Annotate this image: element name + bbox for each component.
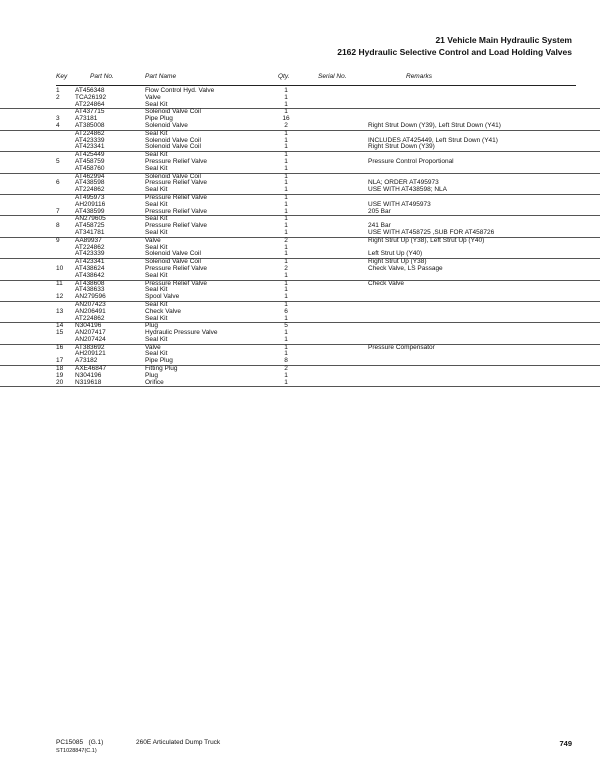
key-cell: 4 — [56, 121, 60, 129]
qty-cell: 1 — [284, 136, 288, 144]
row-group — [0, 302, 600, 323]
col-key: Key — [56, 73, 68, 80]
qty-cell: 1 — [284, 293, 288, 301]
qty-cell: 1 — [284, 207, 288, 215]
part-no-cell: AN207424 — [75, 335, 106, 343]
table-row — [0, 337, 600, 344]
row-group — [0, 216, 600, 237]
footer-revision: (G.1) — [88, 739, 104, 746]
row-group — [0, 174, 600, 195]
part-name-cell: Orifice — [145, 378, 164, 386]
remarks-cell: NLA; ORDER AT495973 — [368, 179, 439, 187]
part-no-cell: TCA26192 — [75, 93, 107, 101]
part-no-cell: AT385008 — [75, 121, 105, 129]
part-no-cell: AN207423 — [75, 300, 106, 308]
part-no-cell: AT423339 — [75, 250, 105, 258]
part-name-cell: Fitting Plug — [145, 365, 178, 373]
part-name-cell: Seal Kit — [145, 335, 168, 343]
table-row — [0, 380, 600, 387]
row-group — [0, 195, 600, 216]
qty-cell: 1 — [284, 143, 288, 151]
key-cell: 14 — [56, 322, 64, 330]
part-name-cell: Solenoid Valve Coil — [145, 143, 201, 151]
part-no-cell: AT438608 — [75, 279, 105, 287]
table-row — [0, 102, 600, 109]
table-row — [0, 294, 600, 301]
qty-cell: 1 — [284, 93, 288, 101]
section-title: 21 Vehicle Main Hydraulic System — [435, 35, 572, 45]
remarks-cell: Pressure Compensator — [368, 343, 435, 351]
part-name-cell: Solenoid Valve Coil — [145, 250, 201, 258]
part-name-cell: Seal Kit — [145, 200, 168, 208]
part-no-cell: AN279605 — [75, 215, 106, 223]
part-no-cell: A73181 — [75, 115, 98, 123]
part-no-cell: N304196 — [75, 371, 102, 379]
row-group — [0, 238, 600, 259]
qty-cell: 1 — [284, 350, 288, 358]
part-no-cell: AT383692 — [75, 343, 105, 351]
part-name-cell: Pressure Relief Valve — [145, 157, 208, 165]
table-row — [0, 230, 600, 237]
footer-doc-code: PC15085 — [56, 739, 84, 746]
remarks-cell: USE WITH AT438598; NLA — [368, 186, 447, 194]
remarks-cell: Check Valve — [368, 279, 405, 287]
key-cell: 12 — [56, 293, 64, 301]
part-no-cell: AT458759 — [75, 157, 105, 165]
header-rule — [56, 85, 576, 86]
remarks-cell: INCLUDES AT425449, Left Strut Down (Y41) — [368, 136, 498, 144]
part-name-cell: Pipe Plug — [145, 357, 173, 365]
part-no-cell: AT224862 — [75, 243, 105, 251]
part-name-cell: Pressure Relief Valve — [145, 222, 208, 230]
qty-cell: 1 — [284, 228, 288, 236]
table-row — [0, 187, 600, 194]
table-row — [0, 209, 600, 216]
part-name-cell: Pressure Relief Valve — [145, 207, 208, 215]
part-no-cell: AN206491 — [75, 307, 106, 315]
row-group — [0, 152, 600, 173]
qty-cell: 1 — [284, 222, 288, 230]
key-cell: 5 — [56, 157, 60, 165]
part-name-cell: Seal Kit — [145, 215, 168, 223]
part-no-cell: AT224864 — [75, 100, 105, 108]
part-name-cell: Valve — [145, 343, 161, 351]
part-no-cell: AT438633 — [75, 286, 105, 294]
part-name-cell: Plug — [145, 322, 159, 330]
qty-cell: 1 — [284, 378, 288, 386]
subsection-title: 2162 Hydraulic Selective Control and Load Holding Valves — [337, 47, 572, 57]
row-group — [0, 345, 600, 366]
qty-cell: 1 — [284, 300, 288, 308]
qty-cell: 1 — [284, 172, 288, 180]
part-no-cell: AT438624 — [75, 264, 105, 272]
key-cell: 16 — [56, 343, 64, 351]
col-qty: Qty. — [278, 73, 290, 80]
row-group — [0, 259, 600, 280]
key-cell: 6 — [56, 179, 60, 187]
part-name-cell: Seal Kit — [145, 100, 168, 108]
part-name-cell: Solenoid Valve Coil — [145, 136, 201, 144]
col-remarks: Remarks — [406, 73, 433, 80]
part-no-cell: AH209116 — [75, 200, 106, 208]
remarks-cell: 205 Bar — [368, 207, 391, 215]
part-name-cell: Pressure Relief Valve — [145, 264, 208, 272]
qty-cell: 1 — [284, 129, 288, 137]
part-no-cell: N319618 — [75, 378, 102, 386]
part-name-cell: Seal Kit — [145, 314, 168, 322]
qty-cell: 1 — [284, 186, 288, 194]
footer-sub-code: ST1028847(C.1) — [56, 748, 97, 754]
key-cell: 19 — [56, 371, 64, 379]
key-cell: 20 — [56, 378, 64, 386]
part-no-cell: AT224862 — [75, 186, 105, 194]
qty-cell: 1 — [284, 179, 288, 187]
remarks-cell: USE WITH AT495973 — [368, 200, 431, 208]
part-name-cell: Seal Kit — [145, 286, 168, 294]
qty-cell: 1 — [284, 193, 288, 201]
part-no-cell: AT437715 — [75, 108, 105, 116]
part-no-cell: AT456348 — [75, 87, 105, 94]
part-no-cell: N304196 — [75, 322, 102, 330]
qty-cell: 1 — [284, 157, 288, 165]
row-group — [0, 281, 600, 302]
qty-cell: 6 — [284, 307, 288, 315]
part-no-cell: AT438598 — [75, 179, 105, 187]
qty-cell: 8 — [284, 357, 288, 365]
qty-cell: 1 — [284, 108, 288, 116]
row-group — [0, 109, 600, 130]
part-no-cell: AT495973 — [75, 193, 105, 201]
part-name-cell: Pressure Relief Valve — [145, 179, 208, 187]
part-name-cell: Solenoid Valve Coil — [145, 172, 201, 180]
key-cell: 8 — [56, 222, 60, 230]
part-name-cell: Seal Kit — [145, 350, 168, 358]
qty-cell: 1 — [284, 200, 288, 208]
part-no-cell: AA89937 — [75, 236, 102, 244]
qty-cell: 1 — [284, 343, 288, 351]
table-row — [0, 316, 600, 323]
qty-cell: 1 — [284, 258, 288, 266]
part-name-cell: Pressure Relief Valve — [145, 279, 208, 287]
part-no-cell: AT341781 — [75, 228, 105, 236]
qty-cell: 1 — [284, 329, 288, 337]
part-no-cell: AN207417 — [75, 329, 106, 337]
col-serial-no: Serial No. — [318, 73, 347, 80]
part-name-cell: Solenoid Valve Coil — [145, 108, 201, 116]
table-row — [0, 144, 600, 151]
qty-cell: 1 — [284, 100, 288, 108]
row-group — [0, 323, 600, 344]
qty-cell: 1 — [284, 335, 288, 343]
key-cell: 13 — [56, 307, 64, 315]
key-cell: 10 — [56, 264, 64, 272]
col-part-no: Part No. — [90, 73, 114, 80]
qty-cell: 5 — [284, 322, 288, 330]
part-name-cell: Pipe Plug — [145, 115, 173, 123]
remarks-cell: 241 Bar — [368, 222, 391, 230]
part-name-cell: Valve — [145, 236, 161, 244]
qty-cell: 1 — [284, 151, 288, 159]
part-no-cell: AT462994 — [75, 172, 105, 180]
row-group — [0, 131, 600, 152]
footer-doc — [56, 739, 103, 746]
qty-cell: 2 — [284, 365, 288, 373]
part-no-cell: A73182 — [75, 357, 98, 365]
part-no-cell: AT458725 — [75, 222, 105, 230]
key-cell: 3 — [56, 115, 60, 123]
part-no-cell: AT224862 — [75, 314, 105, 322]
part-name-cell: Solenoid Valve Coil — [145, 258, 201, 266]
part-name-cell: Check Valve — [145, 307, 182, 315]
part-name-cell: Seal Kit — [145, 271, 168, 279]
key-cell: 15 — [56, 329, 64, 337]
part-no-cell: AH209121 — [75, 350, 106, 358]
parts-table — [0, 88, 600, 387]
row-group — [0, 366, 600, 387]
part-no-cell: AT423341 — [75, 258, 105, 266]
part-no-cell: AT425449 — [75, 151, 105, 159]
key-cell: 9 — [56, 236, 60, 244]
col-part-name: Part Name — [145, 73, 177, 80]
key-cell: 17 — [56, 357, 64, 365]
part-no-cell: AT423341 — [75, 143, 105, 151]
remarks-cell: Check Valve, LS Passage — [368, 264, 443, 272]
table-row — [0, 123, 600, 130]
remarks-cell: Right Strut Up (Y38) — [368, 258, 427, 266]
part-name-cell: Hydraulic Pressure Valve — [145, 329, 218, 337]
key-cell: 1 — [56, 87, 60, 94]
key-cell: 2 — [56, 93, 60, 101]
part-name-cell: Seal Kit — [145, 300, 168, 308]
part-name-cell: Seal Kit — [145, 129, 168, 137]
table-row — [0, 166, 600, 173]
part-name-cell: Plug — [145, 371, 159, 379]
remarks-cell: USE WITH AT458725 ,SUB FOR AT458726 — [368, 228, 495, 236]
part-no-cell: AT423339 — [75, 136, 105, 144]
row-group — [0, 88, 600, 109]
qty-cell: 1 — [284, 314, 288, 322]
key-cell: 7 — [56, 207, 60, 215]
table-row — [0, 251, 600, 258]
part-name-cell: Seal Kit — [145, 243, 168, 251]
part-name-cell: Seal Kit — [145, 186, 168, 194]
qty-cell: 2 — [284, 264, 288, 272]
remarks-cell: Left Strut Up (Y40) — [368, 250, 423, 258]
table-row — [0, 358, 600, 365]
qty-cell: 1 — [284, 271, 288, 279]
part-name-cell: Seal Kit — [145, 151, 168, 159]
qty-cell: 1 — [284, 371, 288, 379]
part-name-cell: Seal Kit — [145, 228, 168, 236]
remarks-cell: Right Strut Down (Y39) — [368, 143, 435, 151]
part-name-cell: Spool Valve — [145, 293, 180, 301]
part-no-cell: AT458760 — [75, 164, 105, 172]
qty-cell: 2 — [284, 121, 288, 129]
part-no-cell: AT438599 — [75, 207, 105, 215]
part-no-cell: AN279596 — [75, 293, 106, 301]
key-cell: 18 — [56, 365, 64, 373]
part-no-cell: AT438642 — [75, 271, 105, 279]
part-name-cell: Solenoid Valve — [145, 121, 188, 129]
footer-model: 260E Articulated Dump Truck — [136, 739, 221, 746]
key-cell: 11 — [56, 279, 63, 287]
part-name-cell: Valve — [145, 93, 161, 101]
table-row — [0, 273, 600, 280]
part-name-cell: Pressure Relief Valve — [145, 193, 208, 201]
remarks-cell: Right Strut Up (Y38), Left Strut Up (Y40) — [368, 236, 485, 244]
qty-cell: 1 — [284, 87, 288, 94]
part-no-cell: AT224862 — [75, 129, 105, 137]
qty-cell: 16 — [282, 115, 290, 123]
part-name-cell: Flow Control Hyd. Valve — [145, 87, 215, 94]
qty-cell: 1 — [284, 164, 288, 172]
qty-cell: 1 — [284, 286, 288, 294]
page-number: 749 — [559, 739, 572, 748]
remarks-cell: Pressure Control Proportional — [368, 157, 454, 165]
remarks-cell: Right Strut Down (Y39), Left Strut Down (Y41) — [368, 121, 501, 129]
qty-cell: 1 — [284, 243, 288, 251]
qty-cell: 2 — [284, 236, 288, 244]
qty-cell: 1 — [284, 215, 288, 223]
qty-cell: 1 — [284, 279, 288, 287]
qty-cell: 1 — [284, 250, 288, 258]
part-no-cell: AXE46847 — [75, 365, 107, 373]
part-name-cell: Seal Kit — [145, 164, 168, 172]
column-headers — [0, 73, 600, 83]
